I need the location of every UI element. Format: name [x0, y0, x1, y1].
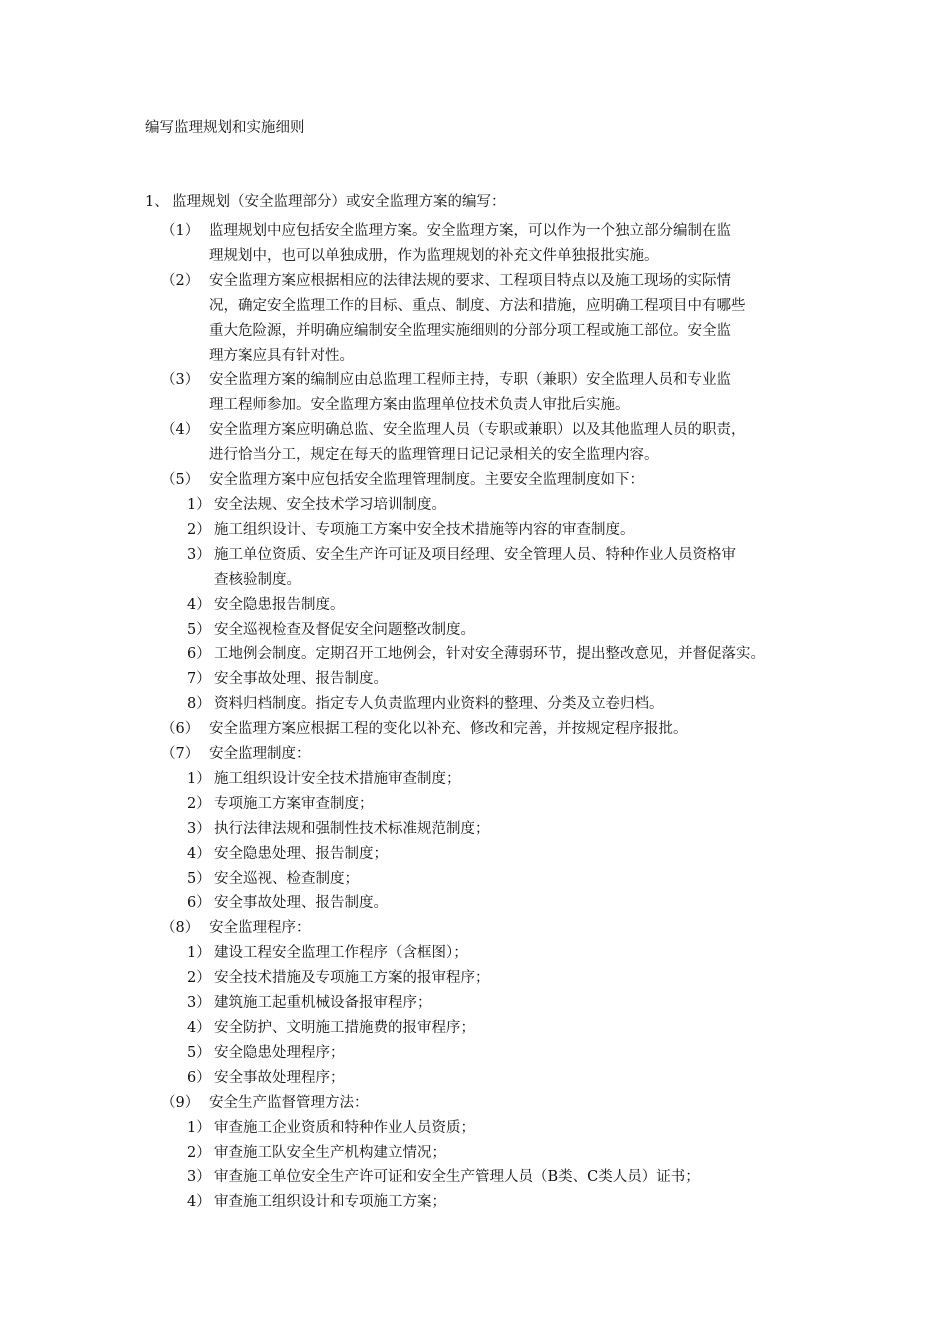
- sub-clause-number: 4）: [187, 1194, 211, 1211]
- sub-clause-item: [0, 618, 950, 643]
- sub-clause-item: [0, 1141, 950, 1166]
- sub-clause-number: 2）: [187, 795, 211, 812]
- clause-text-line: 施工单位资质、安全生产许可证及项目经理、安全管理人员、特种作业人员资格审: [214, 546, 736, 563]
- clause-text-line: 理规划中，也可以单独成册，作为监理规划的补充文件单独报批实施。: [209, 247, 659, 264]
- clause-text-line: 安全监理方案中应包括安全监理管理制度。主要安全监理制度如下：: [209, 472, 644, 489]
- clause-text-line: 安全事故处理、报告制度。: [214, 895, 388, 912]
- clause-number: （1）: [161, 223, 200, 239]
- clause-text-line: 建筑施工起重机械设备报审程序；: [214, 995, 432, 1012]
- sub-clause-number: 3）: [187, 1169, 211, 1186]
- clause-item: [0, 418, 950, 468]
- sub-clause-number: 2）: [187, 521, 211, 538]
- sub-clause-number: 3）: [187, 995, 211, 1012]
- sub-clause-item: [0, 966, 950, 991]
- sub-clause-number: 5）: [187, 870, 211, 887]
- sub-clause-number: 5）: [187, 621, 211, 638]
- sub-clause-number: 6）: [187, 646, 211, 663]
- clause-number: （8）: [161, 920, 200, 937]
- sub-clause-number: 2）: [187, 1144, 211, 1161]
- sub-clause-number: 4）: [187, 845, 211, 862]
- clause-text-line: 安全隐患处理程序；: [214, 1044, 345, 1061]
- clause-text-line: 理工程师参加。安全监理方案由监理单位技术负责人审批后实施。: [209, 397, 630, 414]
- sub-clause-item: [0, 991, 950, 1016]
- clause-item: [0, 916, 950, 941]
- clause-number: （9）: [161, 1094, 200, 1111]
- clause-text-line: 安全生产监督管理方法：: [209, 1094, 369, 1111]
- clause-text-line: 安全监理方案应明确总监、安全监理人员（专职或兼职）以及其他监理人员的职责，: [209, 422, 746, 439]
- document-title: 编写监理规划和实施细则: [145, 120, 305, 136]
- section-title: 监理规划（安全监理部分）或安全监理方案的编写：: [172, 194, 506, 210]
- sub-clause-number: 3）: [187, 546, 211, 563]
- clause-list: [0, 219, 950, 1215]
- clause-text-line: 安全监理方案应根据相应的法律法规的要求、工程项目特点以及施工现场的实际情: [209, 272, 731, 289]
- section-heading: [145, 193, 506, 211]
- sub-clause-number: 2）: [187, 970, 211, 987]
- sub-clause-item: [0, 518, 950, 543]
- clause-text-line: 安全监理程序：: [209, 920, 311, 937]
- clause-item: [0, 1091, 950, 1116]
- sub-clause-item: [0, 1016, 950, 1041]
- sub-clause-item: [0, 593, 950, 618]
- clause-text-line: 审查施工单位安全生产许可证和安全生产管理人员（B类、C类人员）证书；: [214, 1169, 700, 1186]
- clause-text-line: 执行法律法规和强制性技术标准规范制度；: [214, 820, 490, 837]
- sub-clause-number: 1）: [187, 496, 211, 513]
- clause-text-line: 况，确定安全监理工作的目标、重点、制度、方法和措施，应明确工程项目中有哪些: [209, 297, 746, 314]
- clause-text-line: 审查施工组织设计和专项施工方案；: [214, 1194, 446, 1211]
- clause-text-line: 安全监理制度：: [209, 746, 311, 763]
- clause-number: （4）: [161, 422, 200, 439]
- clause-number: （5）: [161, 472, 200, 489]
- sub-clause-item: [0, 667, 950, 692]
- clause-text-line: 安全技术措施及专项施工方案的报审程序；: [214, 970, 490, 987]
- clause-number: （3）: [161, 372, 200, 389]
- clause-item: [0, 468, 950, 493]
- sub-clause-number: 7）: [187, 671, 211, 688]
- clause-text-line: 施工组织设计、专项施工方案中安全技术措施等内容的审查制度。: [214, 521, 635, 538]
- sub-clause-item: [0, 891, 950, 916]
- clause-text-line: 专项施工方案审查制度；: [214, 795, 374, 812]
- clause-text-line: 安全监理方案的编制应由总监理工程师主持，专职（兼职）安全监理人员和专业监: [209, 372, 731, 389]
- clause-number: （2）: [161, 272, 200, 289]
- clause-text-line: 重大危险源，并明确应编制安全监理实施细则的分部分项工程或施工部位。安全监: [209, 322, 731, 339]
- sub-clause-item: [0, 842, 950, 867]
- sub-clause-number: 6）: [187, 1069, 211, 1086]
- sub-clause-number: 1）: [187, 770, 211, 787]
- sub-clause-number: 1）: [187, 945, 211, 962]
- clause-text-line: 安全防护、文明施工措施费的报审程序；: [214, 1020, 475, 1036]
- sub-clause-number: 1）: [187, 1119, 211, 1136]
- sub-clause-item: [0, 1116, 950, 1141]
- clause-text-line: 理方案应具有针对性。: [209, 347, 354, 364]
- section-number: 1、: [145, 194, 169, 210]
- sub-clause-item: [0, 493, 950, 518]
- sub-clause-item: [0, 941, 950, 966]
- sub-clause-item: [0, 692, 950, 717]
- clause-item: [0, 219, 950, 269]
- clause-text-line: 审查施工队安全生产机构建立情况；: [214, 1144, 446, 1161]
- clause-text-line: 监理规划中应包括安全监理方案。安全监理方案，可以作为一个独立部分编制在监: [209, 223, 731, 239]
- sub-clause-number: 6）: [187, 895, 211, 912]
- clause-item: [0, 717, 950, 742]
- clause-number: （6）: [161, 721, 200, 738]
- clause-text-line: 安全隐患处理、报告制度；: [214, 845, 388, 862]
- sub-clause-item: [0, 543, 950, 593]
- clause-text-line: 审查施工企业资质和特种作业人员资质；: [214, 1119, 475, 1136]
- clause-text-line: 安全监理方案应根据工程的变化以补充、修改和完善，并按规定程序报批。: [209, 721, 688, 738]
- clause-text-line: 进行恰当分工，规定在每天的监理管理日记记录相关的安全监理内容。: [209, 447, 659, 464]
- clause-text-line: 建设工程安全监理工作程序（含框图）；: [214, 945, 468, 962]
- sub-clause-item: [0, 867, 950, 892]
- clause-item: [0, 269, 950, 369]
- clause-item: [0, 368, 950, 418]
- sub-clause-item: [0, 1066, 950, 1091]
- sub-clause-item: [0, 767, 950, 792]
- clause-item: [0, 742, 950, 767]
- clause-text-line: 工地例会制度。定期召开工地例会，针对安全薄弱环节，提出整改意见，并督促落实。: [214, 646, 765, 663]
- clause-text-line: 施工组织设计安全技术措施审查制度；: [214, 770, 461, 787]
- sub-clause-number: 4）: [187, 1020, 211, 1036]
- clause-text-line: 安全事故处理程序；: [214, 1069, 345, 1086]
- sub-clause-item: [0, 1190, 950, 1215]
- clause-text-line: 安全法规、安全技术学习培训制度。: [214, 496, 446, 513]
- clause-text-line: 安全事故处理、报告制度。: [214, 671, 388, 688]
- sub-clause-number: 8）: [187, 696, 211, 713]
- sub-clause-item: [0, 642, 950, 667]
- clause-text-line: 资料归档制度。指定专人负责监理内业资料的整理、分类及立卷归档。: [214, 696, 664, 713]
- sub-clause-item: [0, 817, 950, 842]
- sub-clause-item: [0, 792, 950, 817]
- sub-clause-item: [0, 1165, 950, 1190]
- clause-text-line: 查核验制度。: [214, 571, 301, 588]
- sub-clause-item: [0, 1041, 950, 1066]
- clause-text-line: 安全隐患报告制度。: [214, 596, 345, 613]
- clause-number: （7）: [161, 746, 200, 763]
- clause-text-line: 安全巡视检查及督促安全问题整改制度。: [214, 621, 475, 638]
- clause-text-line: 安全巡视、检查制度；: [214, 870, 359, 887]
- sub-clause-number: 4）: [187, 596, 211, 613]
- sub-clause-number: 3）: [187, 820, 211, 837]
- sub-clause-number: 5）: [187, 1044, 211, 1061]
